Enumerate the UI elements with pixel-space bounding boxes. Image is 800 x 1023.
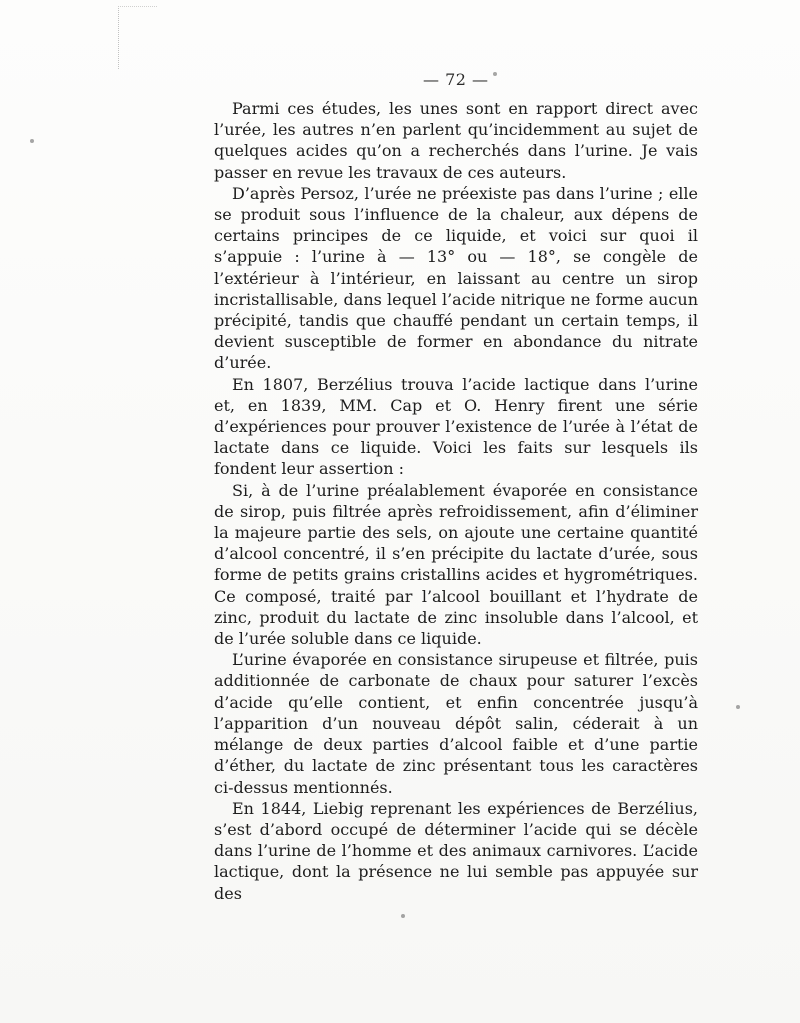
scan-speck <box>401 914 405 918</box>
paragraph-1: Parmi ces études, les unes sont en rapport direct avec l’urée, les autres n’en parlent qu’incidemment au sujet de quelques acides qu’on a recherchés dans l’urine. Je vais passer en revue les travaux de ces auteurs. <box>214 99 698 182</box>
scan-speck <box>736 705 740 709</box>
body-text <box>214 98 698 904</box>
page-number: — 72 — <box>423 70 489 89</box>
paragraph-3: En 1807, Berzélius trouva l’acide lactique dans l’urine et, en 1839, MM. Cap et O. Henry firent une série d’expériences pour prouver l’existence de l’urée à l’état de lactate dans ce liquide. Voici les faits sur lesquels ils fondent leur assertion : <box>214 374 698 479</box>
paragraph-6: En 1844, Liebig reprenant les expériences de Berzélius, s’est d’abord occupé de déterminer l’acide qui se décèle dans l’urine de l’homme et des animaux carnivores. L’acide lactique, dont la présence ne lui semble pas appuyée sur des <box>214 798 698 903</box>
paragraph-5: L’urine évaporée en consistance sirupeuse et filtrée, puis additionnée de carbonate de chaux pour saturer l’excès d’acide qu’elle contient, et enfin concentrée jusqu’à l’apparition d’un nouveau dépôt salin, céderait à un mélange de deux parties d’alcool faible et d’une partie d’éther, du lactate de zinc présentant tous les caractères ci-dessus mentionnés. <box>214 650 698 797</box>
scan-speck <box>493 72 497 76</box>
paragraph-4: Si, à de l’urine préalablement évaporée en consistance de sirop, puis filtrée après refroidissement, afin d’éliminer la majeure partie des sels, on ajoute une certaine quantité d’alcool concentré, il s’en précipite du lactate d’urée, sous forme de petits grains cristallins acides et hygrométriques. Ce composé, traité par l’alcool bouillant et l’hydrate de zinc, produit du lactate de zinc insoluble dans l’alcool, et de l’urée soluble dans ce liquide. <box>214 480 698 649</box>
paragraph-2: D’après Persoz, l’urée ne préexiste pas dans l’urine ; elle se produit sous l’influence de la chaleur, aux dépens de certains principes de ce liquide, et voici sur quoi il s’appuie : l’urine à — 13° ou — 18°, se congèle de l’extérieur à l’intérieur, en laissant au centre un sirop incristallisable, dans lequel l’acide nitrique ne forme aucun précipité, tandis que chauffé pendant un certain temps, il devient susceptible de former en abondance du nitrate d’urée. <box>214 183 698 373</box>
scan-speck <box>30 139 34 143</box>
scan-corner-mark <box>118 6 157 69</box>
